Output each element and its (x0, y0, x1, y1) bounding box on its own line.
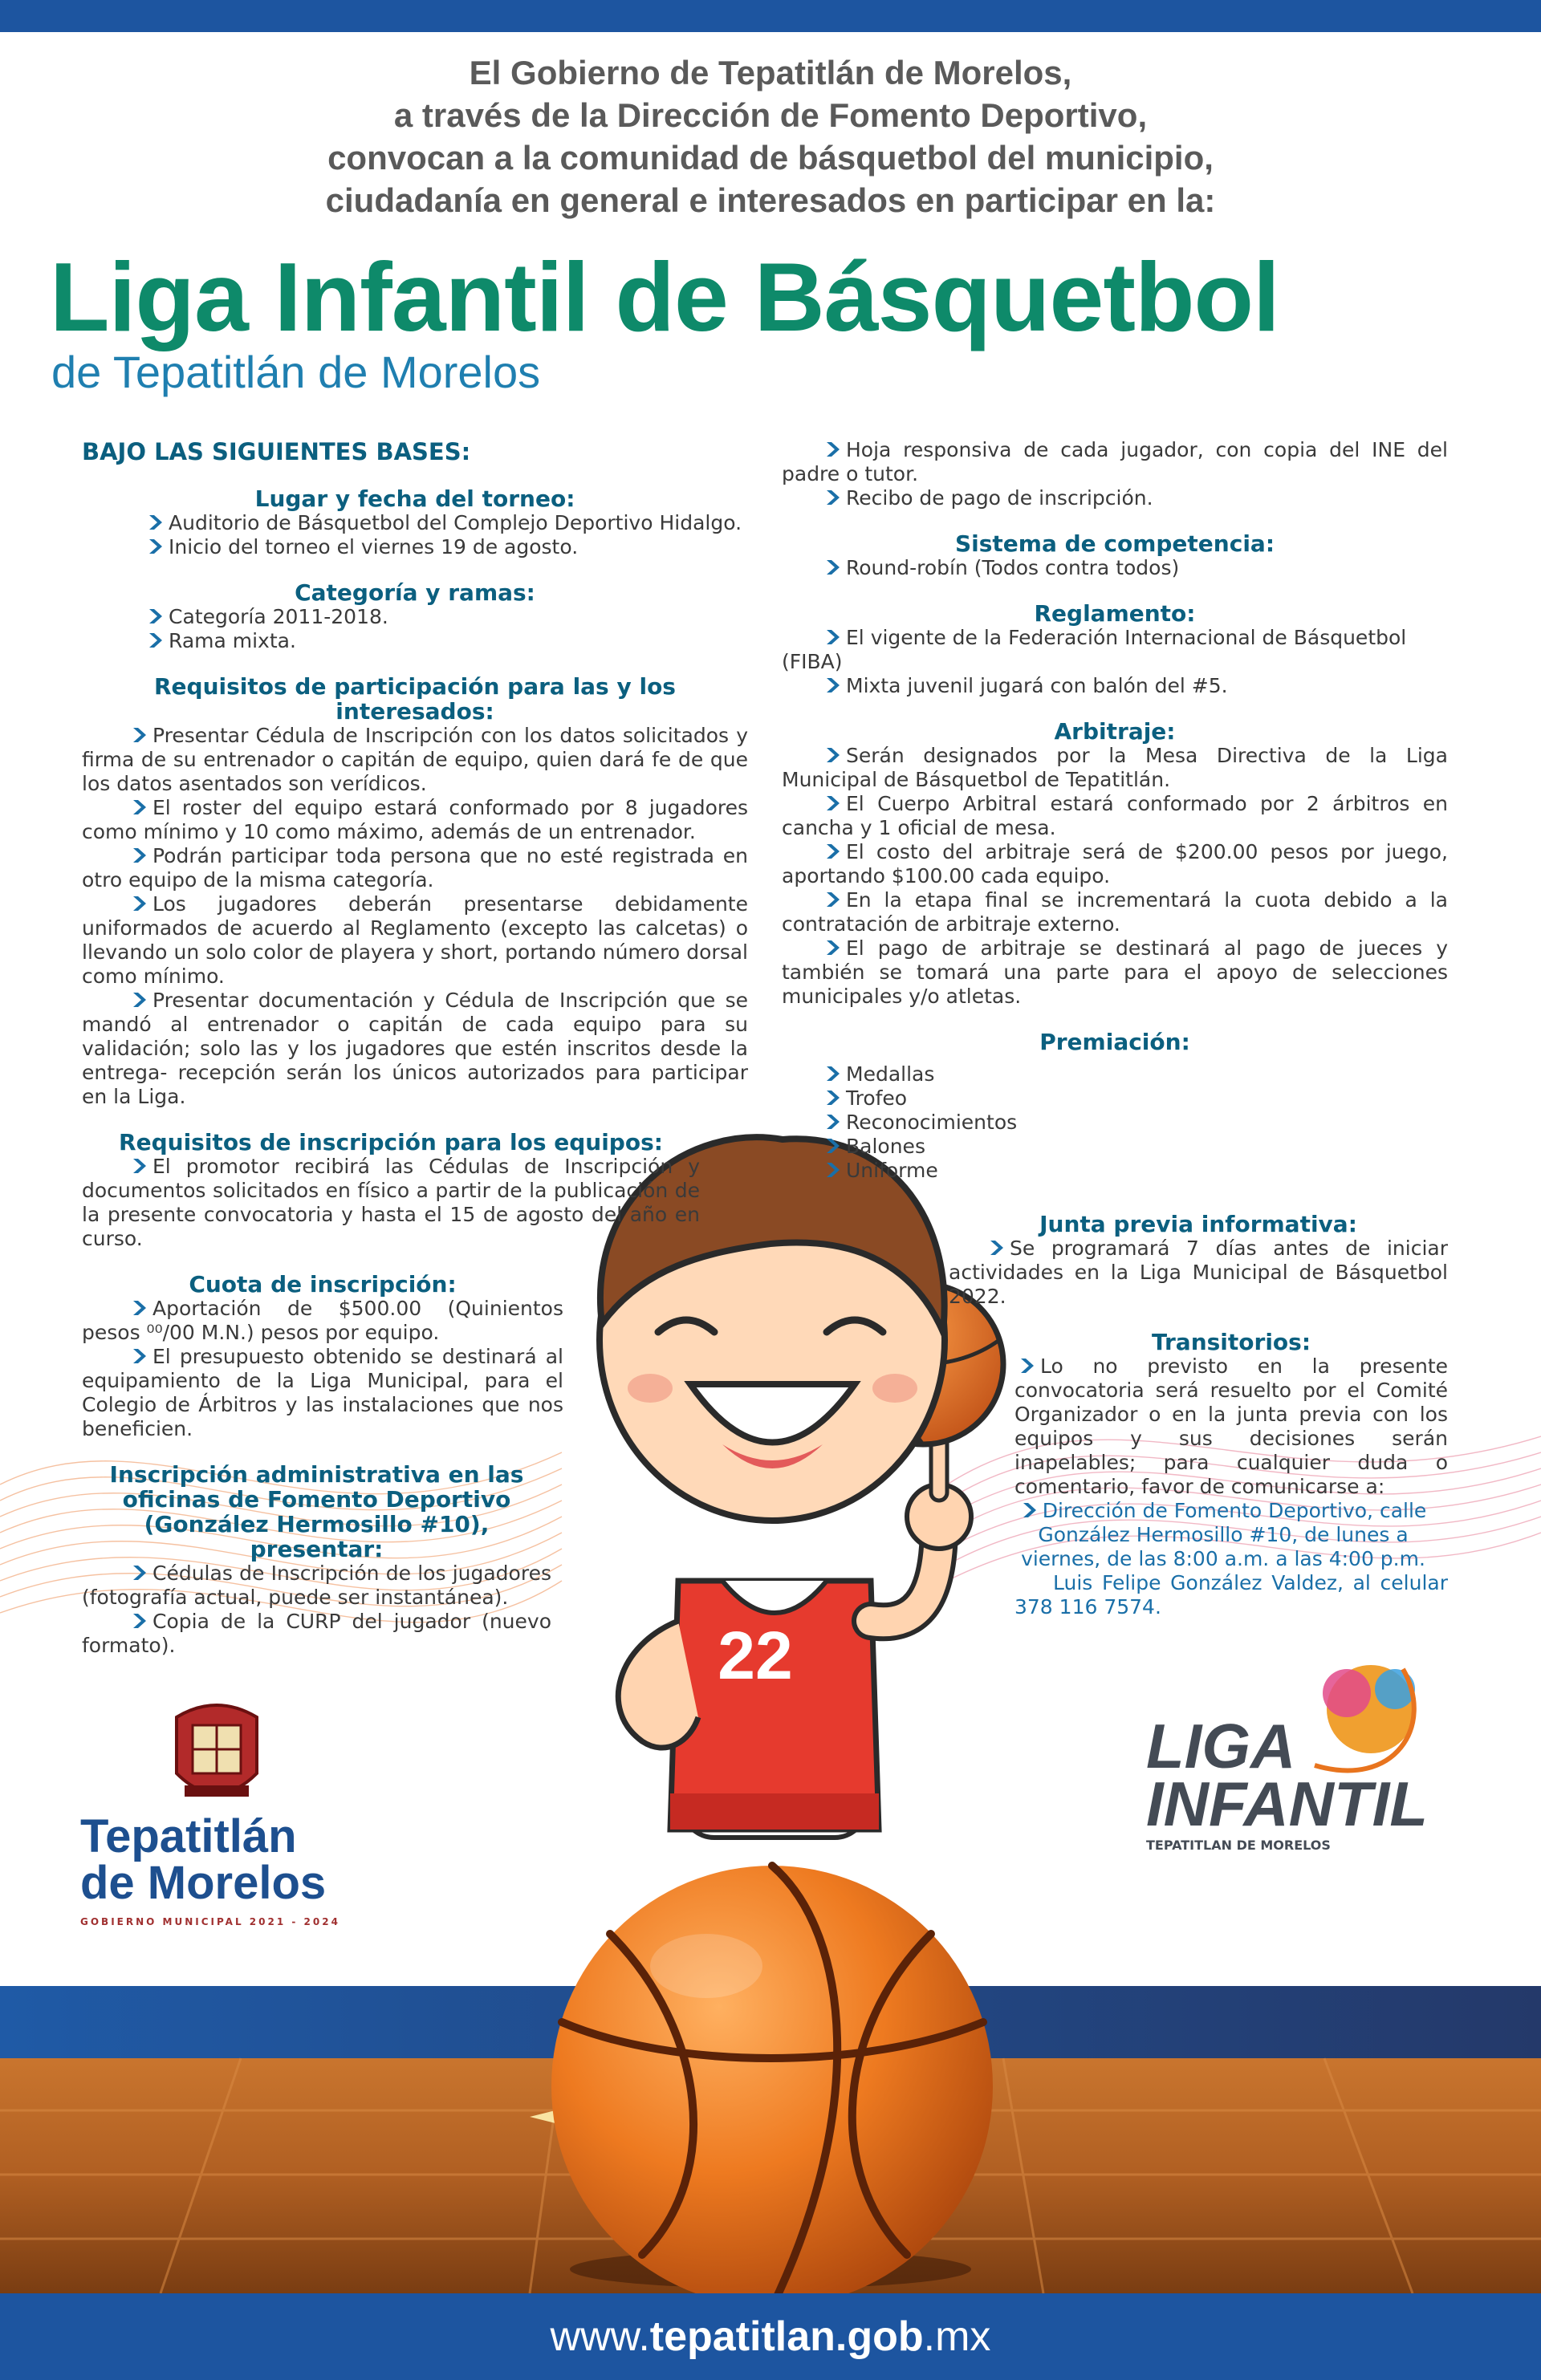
list-item: Mixta juvenil jugará con balón del #5. (846, 674, 1228, 697)
section-premiacion (782, 1030, 1448, 1183)
chevron-right-icon (1020, 1501, 1038, 1520)
heading-line: (González Hermosillo #10), presentar: (144, 1511, 490, 1562)
chevron-right-icon (130, 1563, 148, 1582)
section-heading: Lugar y fecha del torneo: (254, 485, 575, 512)
list-item: El pago de arbitraje se destinará al pago de jueces y también se tomará una parte para el apoyo de selecciones municipales y/o atletas. (782, 936, 1448, 1008)
chevron-right-icon (823, 890, 841, 909)
chevron-right-icon (130, 725, 148, 745)
list-item: Uniforme (846, 1159, 938, 1182)
heading-line: Inscripción administrativa en las (109, 1461, 524, 1488)
section-heading: Categoría y ramas: (295, 579, 535, 606)
page-title: Liga Infantil de Básquetbol (50, 242, 1279, 351)
chevron-right-icon (823, 440, 841, 459)
list-item: Categoría 2011-2018. (169, 605, 388, 628)
section-inscripcion-equipos (82, 1130, 700, 1251)
list-item: Cédulas de Inscripción de los jugadores (fotografía actual, puede ser instantánea). (82, 1562, 551, 1609)
list-item: En la etapa final se incrementará la cuota debido a la contratación de arbitraje externo. (782, 888, 1448, 936)
section-administrativa (82, 1462, 551, 1658)
list-item: Podrán participar toda persona que no esté registrada en otro equipo de la misma categoría. (82, 844, 748, 891)
logo-line: de Morelos (80, 1857, 327, 1909)
right-column (782, 438, 1448, 1640)
liga-tagline: TEPATITLAN DE MORELOS (1146, 1838, 1331, 1853)
chevron-right-icon (146, 537, 164, 556)
list-item: Serán designados por la Mesa Directiva de la Liga Municipal de Básquetbol de Tepatitlán. (782, 744, 1448, 791)
chevron-right-icon (823, 1064, 841, 1083)
list-item: Copia de la CURP del jugador (nuevo formato). (82, 1610, 551, 1657)
list-item: El Cuerpo Arbitral estará conformado por 2 árbitros en cancha y 1 oficial de mesa. (782, 792, 1448, 839)
chevron-right-icon (130, 894, 148, 913)
list-item: Aportación de $500.00 (Quinientos pesos ⁰⁰/00 M.N.) pesos por equipo. (82, 1297, 563, 1344)
logo-line: Tepatitlán (80, 1810, 297, 1862)
list-item: Presentar Cédula de Inscripción con los datos solicitados y firma de su entrenador o capitán de equipo, quien dará fe de que los datos asentados son verídicos. (82, 724, 748, 795)
section-lugar (82, 486, 748, 559)
section-arbitraje (782, 719, 1448, 1009)
intro-text (161, 51, 1380, 221)
list-item: El roster del equipo estará conformado por 8 jugadores como mínimo y 10 como máximo, además de un entrenador. (82, 796, 748, 843)
section-reglamento (782, 601, 1448, 698)
chevron-right-icon (823, 488, 841, 507)
list-item: Reconocimientos (846, 1111, 1018, 1134)
list-item: El vigente de la Federación Internacional de Básquetbol (FIBA) (782, 626, 1407, 673)
liga-infantil-logo (1146, 1711, 1451, 1853)
section-heading: Premiación: (1039, 1029, 1190, 1055)
intro-line: a través de la Dirección de Fomento Deportivo, (393, 96, 1148, 134)
list-item: Hoja responsiva de cada jugador, con copia del INE del padre o tutor. (782, 438, 1448, 485)
chevron-right-icon (146, 513, 164, 532)
section-documentos (782, 438, 1448, 510)
section-heading: Arbitraje: (1054, 718, 1176, 745)
list-item: Auditorio de Básquetbol del Complejo Deportivo Hidalgo. (169, 511, 742, 534)
section-transitorios (1014, 1330, 1448, 1619)
coat-of-arms-icon (161, 1693, 273, 1813)
section-heading: Junta previa informativa: (1039, 1211, 1357, 1237)
contact-address: Dirección de Fomento Deportivo, calle González Hermosillo #10, de lunes a viernes, de las 8:00 a.m. a las 4:00 p.m. (1021, 1499, 1427, 1570)
top-bar (0, 0, 1541, 32)
list-item: Presentar documentación y Cédula de Inscripción que se mandó al entrenador o capitán de cada equipo para su validación; solo las y los jugadores que estén inscritos desde la entrega- recepción serán los únicos autorizados para participar en la Liga. (82, 989, 748, 1108)
chevron-right-icon (823, 938, 841, 957)
basketball-big (551, 1866, 993, 2307)
heading-line: oficinas de Fomento Deportivo (122, 1486, 511, 1513)
liga-line: LIGA (1146, 1711, 1296, 1781)
section-heading: Requisitos de inscripción para los equipos: (119, 1129, 663, 1155)
liga-emblem-icon (1299, 1653, 1427, 1773)
section-heading: Cuota de inscripción: (189, 1271, 457, 1298)
chevron-right-icon (823, 676, 841, 695)
transitorios-text: Lo no previsto en la presente convocatoria será resuelto por el Comité Organizador o en la junta previa con los equipos y sus decisiones serán inapelables; para cualquier duda o comentario, favor de comunicarse a: (1014, 1354, 1448, 1498)
section-cuota (82, 1272, 563, 1441)
section-heading: Reglamento: (1034, 600, 1196, 627)
list-item: Los jugadores deberán presentarse debidamente uniformados de acuerdo al Reglamento (excepto las calcetas) o llevando un solo color de playera y short, portando número dorsal como mínimo. (82, 892, 748, 988)
left-column (82, 440, 748, 1679)
chevron-right-icon (823, 1112, 841, 1131)
chevron-right-icon (823, 1136, 841, 1155)
list-item: Recibo de pago de inscripción. (846, 486, 1153, 510)
tepatitlan-logo (80, 1693, 353, 1927)
chevron-right-icon (146, 631, 164, 650)
page-subtitle: de Tepatitlán de Morelos (51, 347, 541, 397)
list-item: El costo del arbitraje será de $200.00 pesos por juego, aportando $100.00 cada equipo. (782, 840, 1448, 887)
chevron-right-icon (130, 1346, 148, 1366)
section-heading: Requisitos de participación para las y los interesados: (154, 673, 676, 725)
list-item: Balones (846, 1135, 925, 1158)
section-sistema (782, 531, 1448, 580)
list-item: Rama mixta. (169, 629, 296, 652)
chevron-right-icon (823, 1160, 841, 1180)
section-junta (949, 1212, 1448, 1309)
logo-tagline: GOBIERNO MUNICIPAL 2021 - 2024 (80, 1916, 340, 1927)
list-item: Se programará 7 días antes de iniciar actividades en la Liga Municipal de Básquetbol 2022. (949, 1237, 1448, 1308)
chevron-right-icon (823, 627, 841, 647)
chevron-right-icon (130, 846, 148, 865)
list-item: Inicio del torneo el viernes 19 de agosto. (169, 535, 579, 558)
chevron-right-icon (823, 842, 841, 861)
list-item: El presupuesto obtenido se destinará al equipamiento de la Liga Municipal, para el Colegio de Árbitros y las instalaciones que nos beneficien. (82, 1345, 563, 1440)
intro-line: ciudadanía en general e interesados en participar en la: (325, 181, 1216, 219)
list-item: Round-robín (Todos contra todos) (846, 556, 1180, 579)
chevron-right-icon (987, 1238, 1005, 1257)
intro-line: El Gobierno de Tepatitlán de Morelos, (469, 54, 1072, 91)
liga-line: INFANTIL (1146, 1769, 1428, 1839)
chevron-right-icon (823, 745, 841, 765)
section-heading: Sistema de competencia: (954, 530, 1275, 557)
chevron-right-icon (130, 1611, 148, 1631)
intro-line: convocan a la comunidad de básquetbol del municipio, (327, 139, 1214, 177)
section-categoria (82, 580, 748, 653)
chevron-right-icon (130, 990, 148, 1009)
chevron-right-icon (130, 798, 148, 817)
list-item: El promotor recibirá las Cédulas de Inscripción y documentos solicitados en físico a partir de la publicación de la presente convocatoria y hasta el 15 de agosto del año en curso. (82, 1155, 700, 1250)
chevron-right-icon (130, 1298, 148, 1318)
chevron-right-icon (146, 607, 164, 626)
chevron-right-icon (823, 1088, 841, 1107)
list-item: Trofeo (846, 1086, 908, 1110)
chevron-right-icon (1018, 1356, 1035, 1375)
section-requisitos (82, 674, 748, 1109)
chevron-right-icon (130, 1156, 148, 1176)
list-item: Medallas (846, 1062, 935, 1086)
bases-heading: BAJO LAS SIGUIENTES BASES: (82, 438, 471, 465)
contact-person: Luis Felipe González Valdez, al celular 378 116 7574. (1014, 1571, 1448, 1618)
section-heading: Transitorios: (1151, 1329, 1311, 1355)
section-heading (82, 1462, 551, 1562)
website-link[interactable]: www.tepatitlan.gob.mx (550, 2313, 991, 2360)
chevron-right-icon (823, 558, 841, 577)
chevron-right-icon (823, 794, 841, 813)
jersey-number: 22 (718, 1618, 793, 1693)
